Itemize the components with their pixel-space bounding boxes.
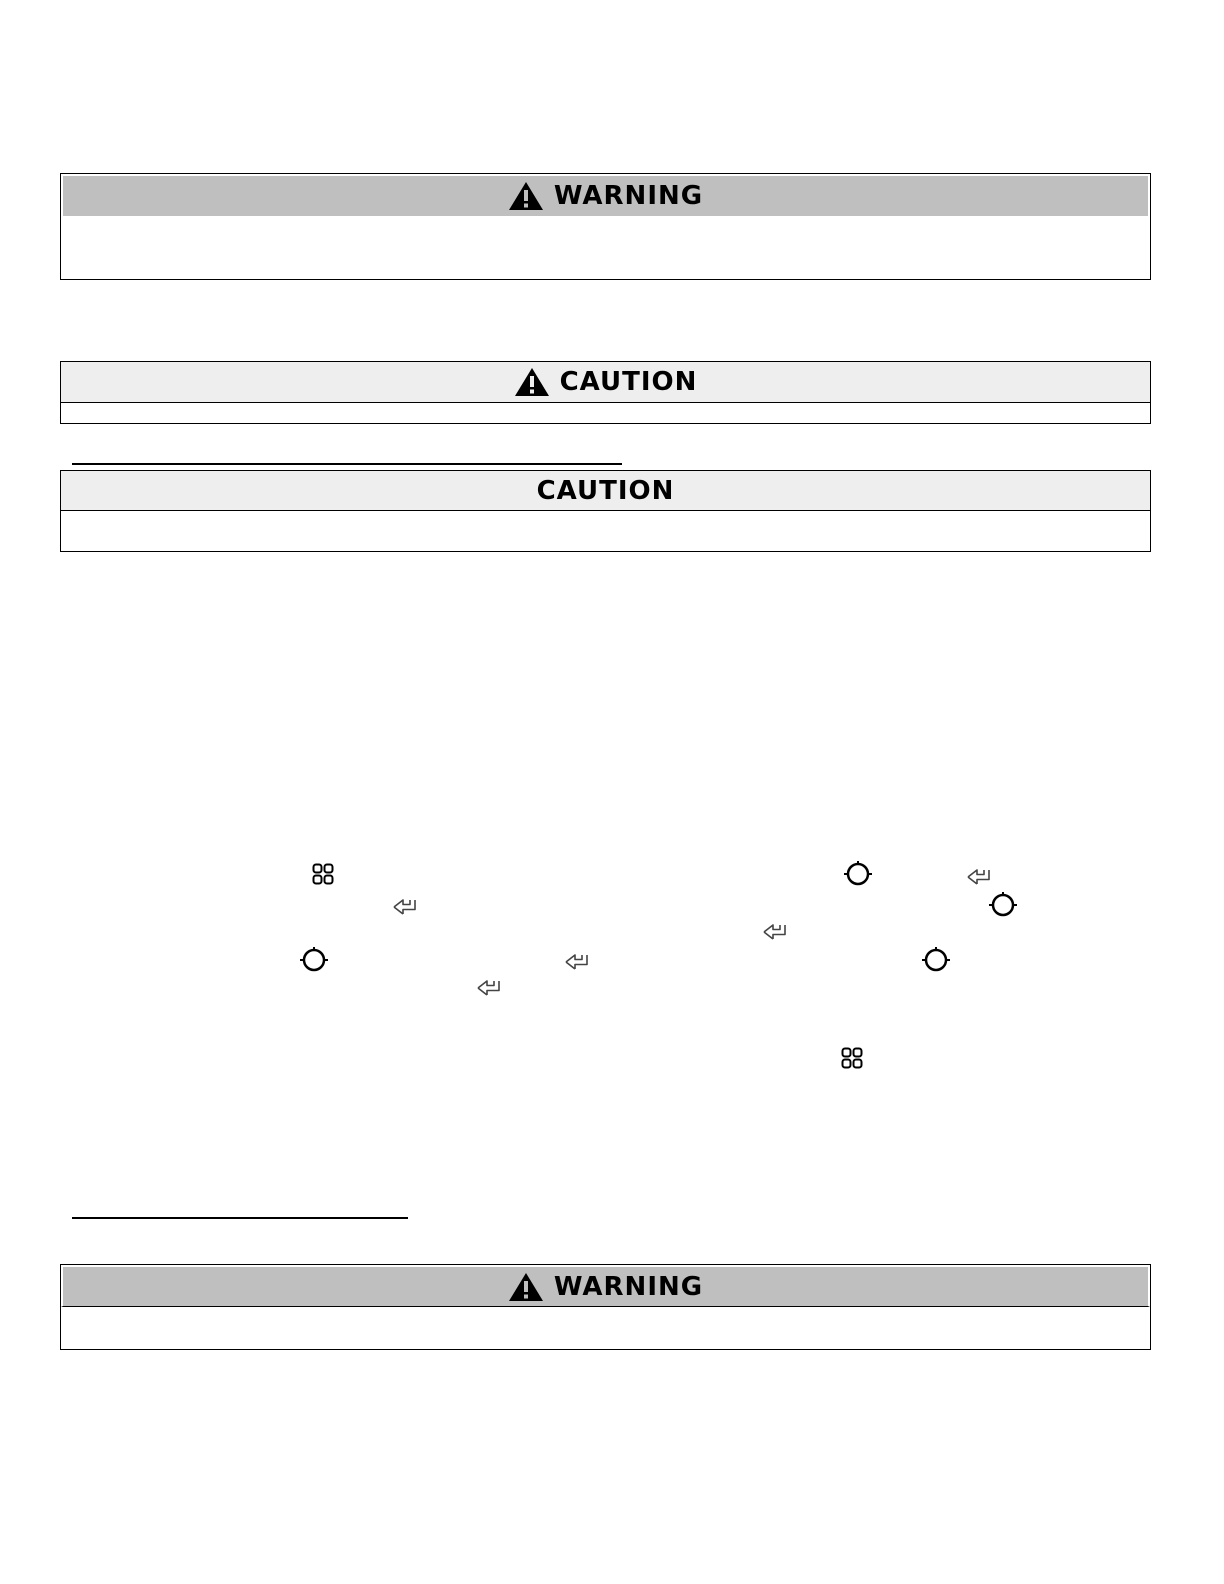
warning-label: WARNING <box>553 181 704 211</box>
enter-key-icon <box>966 867 992 887</box>
caution-triangle-icon <box>514 367 550 397</box>
enter-key-icon <box>564 952 590 972</box>
caution-body <box>61 402 1150 403</box>
caution-header <box>61 471 1150 511</box>
section-heading-underline <box>72 1217 408 1219</box>
warning-header <box>61 1265 1150 1307</box>
menu-grid-icon <box>312 863 334 885</box>
rotary-knob-icon <box>299 946 329 974</box>
warning-box-top <box>60 173 1151 280</box>
caution-label: CAUTION <box>559 367 698 397</box>
warning-box-bottom <box>60 1264 1151 1350</box>
enter-key-icon <box>476 978 502 998</box>
warning-triangle-icon <box>508 1272 544 1302</box>
rotary-knob-icon <box>921 946 951 974</box>
warning-triangle-icon <box>508 181 544 211</box>
caution-label: CAUTION <box>536 475 675 506</box>
enter-key-icon <box>762 922 788 942</box>
section-heading-underline <box>72 463 622 465</box>
rotary-knob-icon <box>988 891 1018 919</box>
caution-box-2 <box>60 470 1151 552</box>
caution-box-1 <box>60 361 1151 424</box>
caution-header <box>61 362 1150 402</box>
menu-grid-icon <box>841 1047 863 1069</box>
warning-label: WARNING <box>553 1271 704 1302</box>
warning-header <box>61 174 1150 216</box>
enter-key-icon <box>392 897 418 917</box>
rotary-knob-icon <box>843 860 873 888</box>
